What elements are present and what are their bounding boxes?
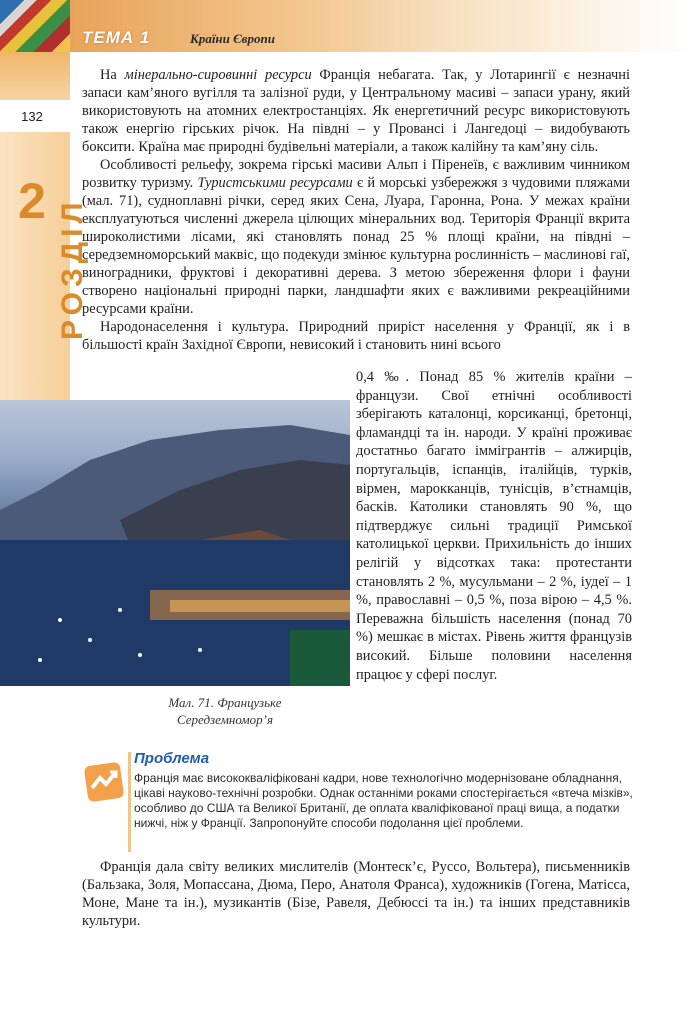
page-number: 132 — [21, 108, 43, 124]
main-text-bottom — [82, 858, 630, 930]
topic-title: ТЕМА 1 — [82, 28, 151, 47]
paragraph-tourism: Особливості рельефу, зокрема гірські масиви Альп і Піренеїв, є важливим чинником розвитку туризму. Туристськими ресурсами є й морські узбережжя з чудовими пляжами (мал. 71), судноплавні річки, серед яких Сена, Луара, Гаронна, Рона. У межах країни експлуатуються численні джерела цілющих мінеральних вод. Територія Франції вкрита широколистими лісами, які становлять понад 25 % площі країни, на півдні – середземноморський маквіс, що подекуди змінює культурна рослинність – маслинові гаї, виноградники, фруктові і декоративні дерева. З метою збереження флори і фауни створено національні природні парки, ландшафти яких є важливими рекреаційними ресурсами країни. — [82, 157, 631, 317]
mediterranean-photo — [0, 400, 350, 686]
main-text-right — [356, 368, 632, 684]
left-band-top — [0, 52, 70, 100]
section-label: РОЗДІЛ — [56, 197, 89, 340]
problem-title: Проблема — [134, 750, 210, 767]
figure-caption: Мал. 71. Французьке Середземномор’я — [168, 695, 282, 727]
problem-divider — [128, 752, 131, 852]
paragraph-mineral-resources: На мінерально-сировинні ресурси Франція небагата. Так, у Лотарингії є незначні запаси кам’яного вугілля та залізної руди, у Центральному масиві – запаси урану, який використовують на атомних електростанціях. Як енергетичний ресурс використовують також енергію гірських річок. На півдні – у Провансі і Лангедоці – видобувають боксити. Країна має природні будівельні матеріали, а також калійну та кам’яну сіль. — [82, 67, 630, 155]
section-number: 2 — [18, 173, 46, 229]
header-bar — [70, 0, 690, 52]
problem-icon — [84, 762, 124, 802]
paragraph-culture: Франція дала світу великих мислителів (Монтеск’є, Руссо, Вольтера), письменників (Бальзака, Золя, Мопассана, Дюма, Перо, Анатоля Франса), художників (Гогена, Матісса, Моне, Мане та ін.), музикантів (Бізе, Равеля, Дебюссі та ін.) та інших представників культури. — [82, 859, 630, 929]
main-text-top — [82, 66, 630, 354]
topic-subtitle: Країни Європи — [190, 31, 275, 46]
paragraph-population-intro: Народонаселення і культура. Природний приріст населення у Франції, як і в більшості країн Західної Європи, невисокий і становить нині всього — [82, 319, 630, 353]
problem-text: Франція має висококваліфіковані кадри, нове технологічно модернізоване обладнання, цікаві науково-технічні розробки. Однак останніми роками спостерігається «втеча мізків», особливо до США та Великої Британії, де оплата кваліфікованої праці вища, а податки нижчі, ніж у Франції. Запропонуйте способи подолання цієї проблеми. — [134, 771, 633, 830]
mediterranean-photo-art — [0, 400, 350, 686]
header-flags-photo — [0, 0, 70, 52]
paragraph-population: 0,4 ‰. Понад 85 % жителів країни – французи. Свої етнічні особливості зберігають каталонці, корсиканці, бретонці, фламандці та ін. народи. У країні проживає достатньо багато іммігрантів – алжирців, португальців, іспанців, італійців, турків, вірмен, марокканців, тунісців, в’єтнамців, басків. Католики становлять 90 %, що підтверджує сильні традиції Римської католицької церкви. Прихильність до інших релігій у відсотках така: протестанти становлять 2 %, мусульмани – 2 %, іудеї – 1 %, православні – 0,5 %, поза вірою – 4,5 %. Переважна більшість населення (понад 70 %) мешкає в містах. Рівень життя французів високий. Більше половини населення працює у сфері послуг. — [356, 369, 632, 683]
